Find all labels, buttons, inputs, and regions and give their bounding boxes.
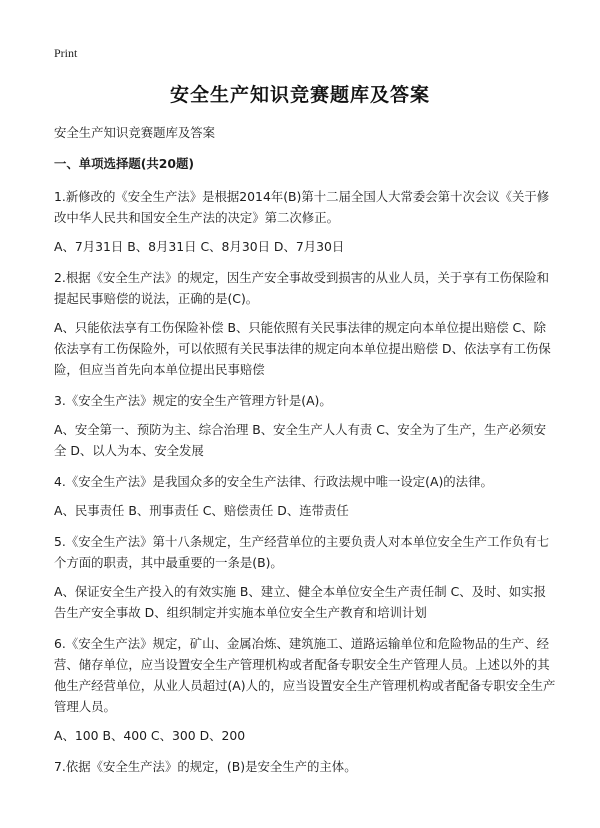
question-options: A、民事责任 B、刑事责任 C、赔偿责任 D、连带责任 xyxy=(54,503,349,518)
question-text: 5.《安全生产法》第十八条规定，生产经营单位的主要负责人对本单位安全生产工作负有七个方面的职责，其中最重要的一条是(B)。 xyxy=(54,534,550,570)
question-options: A、7月31日 B、8月31日 C、8月30日 D、7月30日 xyxy=(54,239,345,254)
document-subtitle: 安全生产知识竞赛题库及答案 xyxy=(54,125,216,140)
question-options: A、100 B、400 C、300 D、200 xyxy=(54,728,246,743)
question-options: A、安全第一、预防为主、综合治理 B、安全生产人人有责 C、安全为了生产，生产必须安全 D、以人为本、安全发展 xyxy=(54,422,546,458)
question-text: 2.根据《安全生产法》的规定，因生产安全事故受到损害的从业人员，关于享有工伤保险和提起民事赔偿的说法，正确的是(C)。 xyxy=(54,270,550,306)
question-text: 3.《安全生产法》规定的安全生产管理方针是(A)。 xyxy=(54,393,332,408)
print-label: Print xyxy=(54,46,78,60)
question-text: 4.《安全生产法》是我国众多的安全生产法律、行政法规中唯一设定(A)的法律。 xyxy=(54,474,493,489)
question-options: A、保证安全生产投入的有效实施 B、建立、健全本单位安全生产责任制 C、及时、如实报告生产安全事故 D、组织制定并实施本单位安全生产教育和培训计划 xyxy=(54,584,546,620)
question-text: 6.《安全生产法》规定，矿山、金属冶炼、建筑施工、道路运输单位和危险物品的生产、经营、储存单位，应当设置安全生产管理机构或者配备专职安全生产管理人员。上述以外的其他生产经营单位，从业人员超过(A)人的，应当设置安全生产管理机构或者配备专职安全生产管理人员。 xyxy=(54,636,556,714)
section-heading: 一、单项选择题(共20题) xyxy=(54,156,195,171)
question-text: 7.依据《安全生产法》的规定，(B)是安全生产的主体。 xyxy=(54,759,357,774)
question-options: A、只能依法享有工伤保险补偿 B、只能依照有关民事法律的规定向本单位提出赔偿 C、除依法享有工伤保险外，可以依照有关民事法律的规定向本单位提出赔偿 D、依法享有工伤保险，但应当首先向本单位提出民事赔偿 xyxy=(54,320,551,377)
document-title: 安全生产知识竞赛题库及答案 xyxy=(169,84,430,106)
question-text: 1.新修改的《安全生产法》是根据2014年(B)第十二届全国人大常委会第十次会议《关于修改中华人民共和国安全生产法的决定》第二次修正。 xyxy=(54,189,550,225)
document-body xyxy=(54,122,556,785)
